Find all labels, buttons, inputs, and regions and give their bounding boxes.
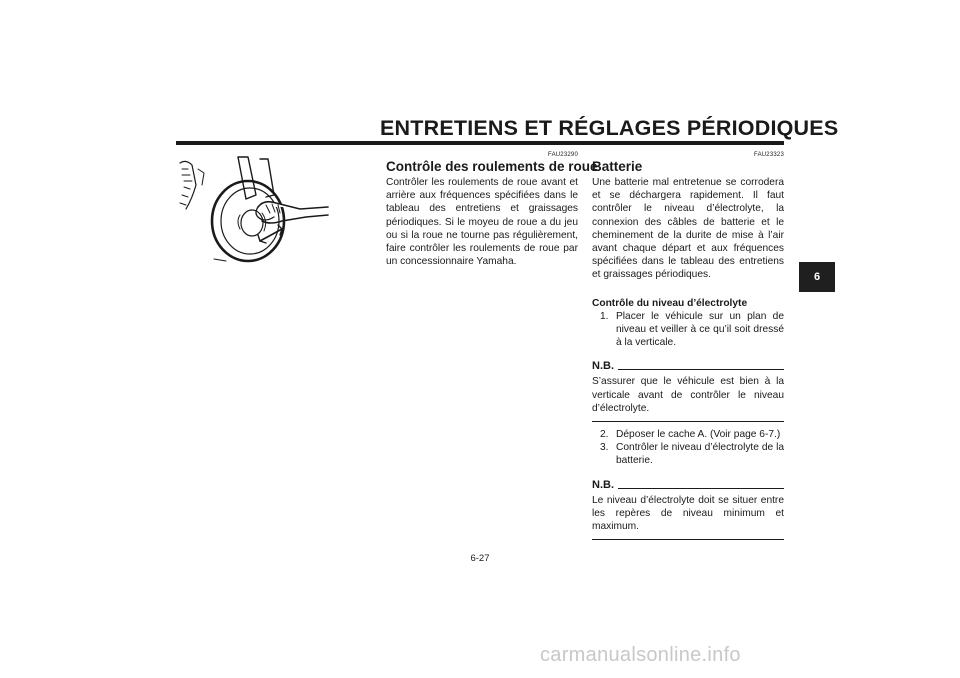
steps-list <box>592 428 784 468</box>
note-text: Le niveau d’électrolyte doit se situer entre les repères de niveau minimum et maximum. <box>592 494 784 533</box>
electrolyte-subheading: Contrôle du niveau d’électrolyte <box>592 297 748 309</box>
step-text: Déposer le cache A. (Voir page 6-7.) <box>616 429 781 441</box>
battery-section-body: Une batterie mal entretenue se corrodera et se déchargera rapidement. Il faut contrôler le niveau d’électrolyte, la connexion des câbles de batterie et le cheminement de la durite de mise à l’air avant chaque départ et aux fréquences spécifiées dans le tableau des entretiens et graissages périodiques. <box>592 177 784 281</box>
battery-section <box>592 151 784 540</box>
note-divider <box>618 369 784 370</box>
step-item <box>592 441 784 467</box>
note-divider <box>618 488 784 489</box>
step-number: 1. <box>600 310 609 322</box>
note-end-rule <box>592 421 784 422</box>
title-rule <box>176 141 784 145</box>
page-number: 6-27 <box>470 553 490 564</box>
wheel-bearing-illustration <box>178 155 330 263</box>
wheel-section-code: FAU23290 <box>548 152 578 158</box>
page-title: ENTRETIENS ET RÉGLAGES PÉRIODIQUES <box>380 116 839 140</box>
note-header <box>592 479 784 491</box>
note-label: N.B. <box>592 360 614 373</box>
step-item <box>592 310 784 350</box>
note-header <box>592 360 784 372</box>
battery-section-code: FAU23323 <box>754 152 784 158</box>
step-item <box>592 428 784 441</box>
wheel-bearing-section <box>386 151 598 268</box>
note-end-rule <box>592 539 784 540</box>
step-number: 2. <box>600 429 609 441</box>
wheel-section-heading: Contrôle des roulements de roue <box>386 159 598 174</box>
note-text: S’assurer que le véhicule est bien à la verticale avant de contrôler le niveau d’électrolyte. <box>592 376 784 414</box>
step-text: Contrôler le niveau d’électrolyte de la batterie. <box>616 442 784 467</box>
step-number: 3. <box>600 442 609 454</box>
note-label: N.B. <box>592 478 614 491</box>
watermark: carmanualsonline.info <box>540 644 741 666</box>
chapter-tab: 6 <box>799 262 835 292</box>
wheel-section-body: Contrôler les roulements de roue avant et arrière aux fréquences spécifiées dans le tableau des entretiens et graissages périodiques. Si le moyeu de roue a du jeu ou si la roue ne tourne pas régulièrement, faire contrôler les roulements de roue par un concessionnaire Yamaha. <box>386 177 578 268</box>
battery-section-heading: Batterie <box>592 159 643 174</box>
step-text: Placer le véhicule sur un plan de niveau et veiller à ce qu’il soit dressé à la verticale. <box>616 310 784 349</box>
